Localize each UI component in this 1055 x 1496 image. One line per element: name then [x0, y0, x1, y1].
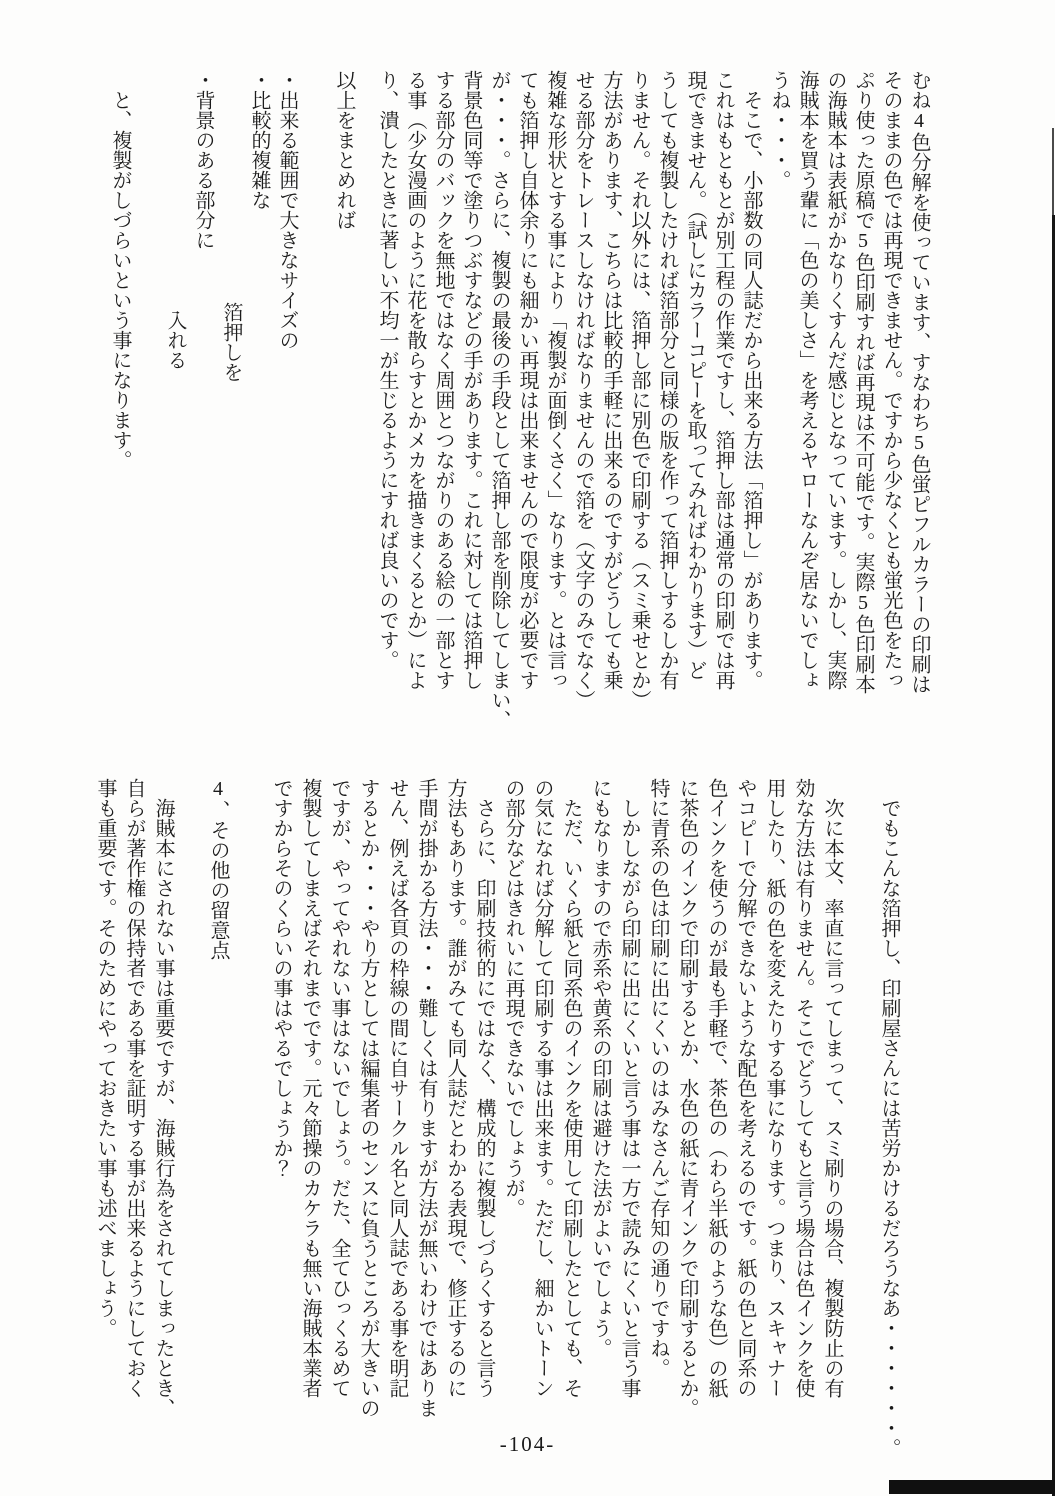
text-column: 自らが著作権の保持者である事を証明する事が出来るようにしておく — [123, 778, 145, 1398]
text-column: の部分などはきれいに再現できないでしょうが。 — [502, 778, 524, 1218]
text-column: する部分のバックを無地ではなく周囲とつながりのある絵の一部とす — [432, 70, 454, 690]
text-column: ですからそのくらいの事はやるでしょうか？ — [270, 778, 292, 1178]
text-column: に茶色のインクで印刷するとか、水色の紙に青インクで印刷するとか。 — [676, 778, 698, 1418]
text-column: 現できません。（試しにカラーコピーを取ってみればわかります）ど — [684, 70, 706, 680]
text-column: そこで、小部数の同人誌だから出来る方法「箔押し」があります。 — [740, 90, 762, 690]
text-column: でもこんな箔押し、印刷屋さんには苦労かけるだろうなあ・・・・・・。 — [878, 798, 900, 1458]
text-column: むね4色分解を使っています、すなわち5色蛍ピフルカラーの印刷は — [908, 70, 930, 694]
text-column: 複雑な形状とする事により「複製が面倒くさく」なります。とは言っ — [544, 70, 566, 690]
scan-artifact-bottom-right-bar — [889, 1480, 1055, 1494]
summary-bullet: ・背景のある部分に — [192, 70, 214, 250]
text-column: 効な方法は有りません。そこでどうしてもと言う場合は色インクを使 — [792, 778, 814, 1398]
summary-conclusion: 箔押しを — [220, 302, 242, 382]
text-column: 複製してしまえばそれまでです。元々節操のカケラも無い海賊本業者 — [299, 778, 321, 1398]
text-column: これはもともとが別工程の作業ですし、箔押し部は通常の印刷では再 — [712, 70, 734, 690]
text-column: 海賊本を買う輩に「色の美しさ」を考えるヤローなんぞ居ないでしょ — [796, 70, 818, 690]
text-column: ただ、いくら紙と同系色のインクを使用して印刷したとしても、そ — [560, 798, 582, 1398]
text-column: ぷり使った原稿で5色印刷すれば再現は不可能です。実際5色印刷本 — [852, 70, 874, 694]
text-column: にもなりますので赤系や黄系の印刷は避けた法がよいでしょう。 — [589, 778, 611, 1358]
text-column: するとか・・・やり方としては編集者のセンスに負うところが大きいの — [357, 778, 379, 1418]
text-column: 用したり、紙の色を変えたりする事になります。つまり、スキャナー — [763, 778, 785, 1398]
text-column: る事（少女漫画のように花を散らすとかメカを描きまくるとか）によ — [404, 70, 426, 690]
top-text-block — [106, 70, 933, 742]
text-column: 方法もあります。誰がみても同人誌だとわかる表現で、修正するのに — [444, 778, 466, 1398]
text-column: り、潰したときに著しい不均一が生じるようにすれば良いのです。 — [376, 70, 398, 670]
bottom-text-block — [90, 778, 903, 1470]
text-column: 次に本文、率直に言ってしまって、スミ刷りの場合、複製防止の有 — [821, 798, 843, 1398]
text-column: 方法があります、こちらは比較的手軽に出来るのですがどうしても乗 — [600, 70, 622, 690]
text-column: ても箔押し自体余りにも細かい再現は出来ませんので限度が必要です — [516, 70, 538, 690]
text-column: の海賊本は表紙がかなりくすんだ感じとなっています。しかし、実際 — [824, 70, 846, 690]
text-column: やコピーで分解できないような配色を考えるのです。紙の色と同系の — [734, 778, 756, 1398]
summary-bullet: ・出来る範囲で大きなサイズの — [276, 70, 298, 350]
text-column: 背景色同等で塗りつぶすなどの手があります。これに対しては箔押し — [460, 70, 482, 690]
section-heading: 4、その他の留意点 — [207, 778, 229, 960]
text-column: そのままの色では再現できません。ですから少なくとも蛍光色をたっ — [880, 70, 902, 690]
text-column: りません。それ以外には、箔押し部に別色で印刷する（スミ乗せとか） — [628, 70, 650, 710]
text-column: の気になれば分解して印刷する事は出来ます。ただし、細かいトーン — [531, 778, 553, 1398]
text-column: が・・・。さらに、複製の最後の手段として箔押し部を削除してしまい、 — [488, 70, 510, 730]
text-column: 特に青系の色は印刷に出にくいのはみなさんご存知の通りですね。 — [647, 778, 669, 1378]
scan-artifact-right-edge-thin — [1052, 128, 1054, 218]
summary-conclusion: 入れる — [164, 310, 186, 370]
page-number: -104- — [499, 1432, 556, 1456]
text-column: しかしながら印刷に出にくいと言う事は一方で読みにくいと言う事 — [618, 798, 640, 1398]
text-column: 海賊本にされない事は重要ですが、海賊行為をされてしまったとき、 — [152, 798, 174, 1418]
text-column: ですが、やってやれない事はないでしょう。だた、全てひっくるめて — [328, 778, 350, 1398]
summary-bullet: ・比較的複雑な — [248, 70, 270, 210]
text-column: うね・・・。 — [768, 70, 790, 190]
text-column: と、複製がしづらいという事になります。 — [109, 90, 131, 470]
text-column: せる部分をトレースしなければなりませんので箔を（文字のみでなく） — [572, 70, 594, 710]
text-column: うしても複製したければ箔部分と同様の版を作って箔押しするしか有 — [656, 70, 678, 690]
summary-heading: 以上をまとめれば — [333, 70, 355, 230]
text-column: さらに、印刷技術的にではなく、構成的に複製しづらくすると言う — [473, 798, 495, 1398]
text-column: 手間が掛かる方法・・・難しくは有りますが方法が無いわけではありま — [415, 778, 437, 1418]
text-column: 事も重要です。そのためにやっておきたい事も述べましょう。 — [94, 778, 116, 1338]
text-column: 色インクを使うのが最も手軽で、茶色の（わら半紙のような色）の紙 — [705, 778, 727, 1398]
text-column: せん、例えば各頁の枠線の間に自サークル名と同人誌である事を明記 — [386, 778, 408, 1398]
